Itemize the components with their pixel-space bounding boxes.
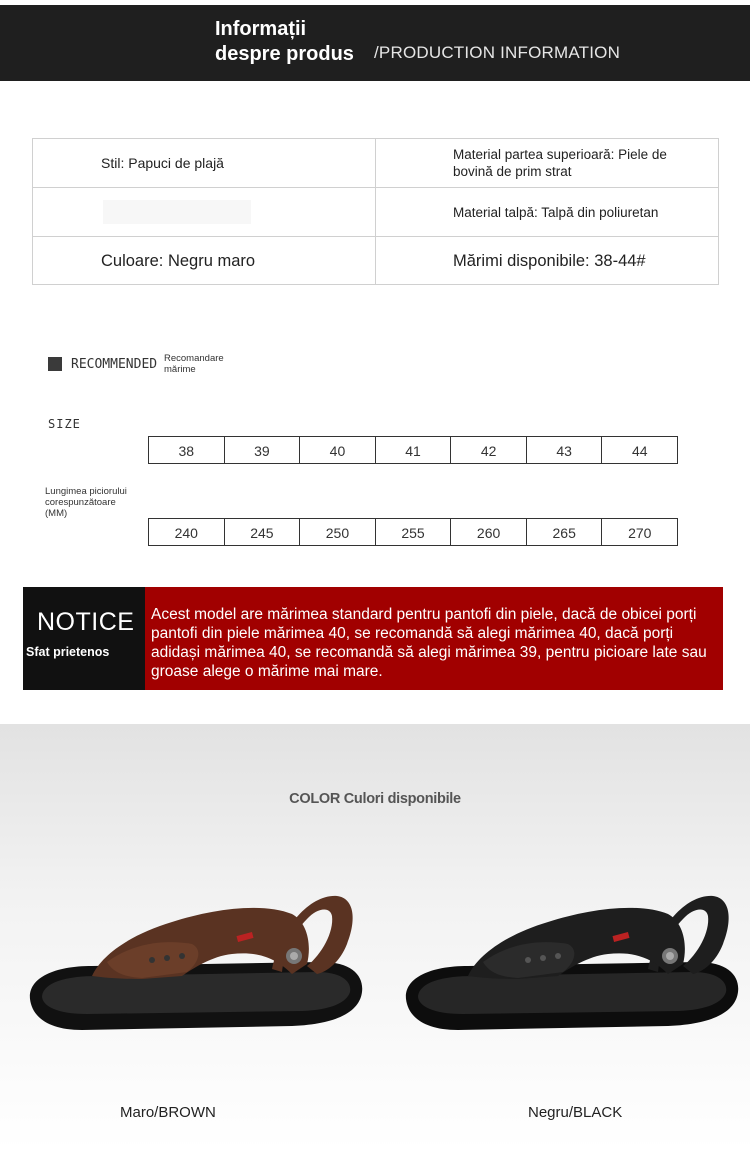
recommended-label: RECOMMENDED bbox=[71, 357, 158, 372]
notice-text-box bbox=[145, 587, 723, 690]
foot-length-line1: Lungimea piciorului bbox=[45, 486, 127, 497]
notice-subtitle: Sfat prietenos bbox=[26, 645, 110, 659]
color-section bbox=[0, 724, 750, 1151]
length-cell: 270 bbox=[628, 525, 652, 541]
table-row bbox=[33, 237, 718, 285]
brown-sandal-image bbox=[22, 884, 367, 1034]
length-cell: 265 bbox=[527, 519, 603, 545]
square-bullet-icon bbox=[48, 357, 62, 371]
notice-label-box bbox=[23, 587, 145, 690]
size-label: SIZE bbox=[48, 417, 81, 431]
header-title-line1: Informații bbox=[215, 18, 307, 40]
size-cell: 38 bbox=[149, 437, 225, 463]
length-grid bbox=[148, 518, 678, 546]
length-cell: 260 bbox=[451, 519, 527, 545]
size-cell: 39 bbox=[225, 437, 301, 463]
length-cell: 240 bbox=[149, 519, 225, 545]
header-subtitle: /PRODUCTION INFORMATION bbox=[374, 43, 621, 62]
size-cell: 41 bbox=[376, 437, 452, 463]
table-row bbox=[33, 139, 718, 188]
length-cell: 255 bbox=[376, 519, 452, 545]
foot-length-label bbox=[45, 486, 127, 519]
sole-material-cell: Material talpă: Talpă din poliuretan bbox=[453, 204, 659, 220]
size-grid bbox=[148, 436, 678, 464]
header-title-line2: despre produs bbox=[215, 43, 354, 65]
color-cell: Culoare: Negru maro bbox=[101, 251, 256, 270]
black-caption: Negru/BLACK bbox=[528, 1104, 623, 1121]
notice-text: Acest model are mărimea standard pentru pantofi din piele, dacă de obicei porți pantofi din piele mărimea 40, se recomandă să alegi mărimea 40, dacă porți adidași mărimea 40, se recomandă să alegi mărimea 39, pentru picioare late sau groase alege o mărime mai mare. bbox=[151, 606, 707, 680]
color-section-title: COLOR Culori disponibile bbox=[289, 791, 461, 807]
product-info-table bbox=[32, 138, 719, 285]
recommended-small-line2: mărime bbox=[164, 364, 196, 375]
size-cell: 43 bbox=[527, 437, 603, 463]
foot-length-line3: (MM) bbox=[45, 508, 68, 519]
size-cell: 40 bbox=[300, 437, 376, 463]
foot-length-line2: corespunzătoare bbox=[45, 497, 116, 508]
recommended-small-label bbox=[164, 353, 224, 375]
header-bar bbox=[0, 5, 750, 81]
recommended-small-line1: Recomandare bbox=[164, 353, 224, 364]
sizes-cell: Mărimi disponibile: 38-44# bbox=[453, 251, 646, 270]
length-cell: 250 bbox=[300, 519, 376, 545]
size-cell: 42 bbox=[451, 437, 527, 463]
blank-cell bbox=[103, 200, 251, 224]
size-cell: 44 bbox=[631, 443, 648, 459]
table-row bbox=[33, 188, 718, 237]
upper-material-cell: Material partea superioară: Piele de bovină de prim strat bbox=[453, 147, 667, 179]
notice-banner bbox=[23, 587, 723, 690]
header-title bbox=[215, 17, 354, 67]
length-cell: 245 bbox=[225, 519, 301, 545]
brown-caption: Maro/BROWN bbox=[120, 1104, 216, 1121]
style-cell: Stil: Papuci de plajă bbox=[101, 155, 224, 171]
notice-title: NOTICE bbox=[37, 608, 135, 636]
black-sandal-image bbox=[398, 884, 743, 1034]
